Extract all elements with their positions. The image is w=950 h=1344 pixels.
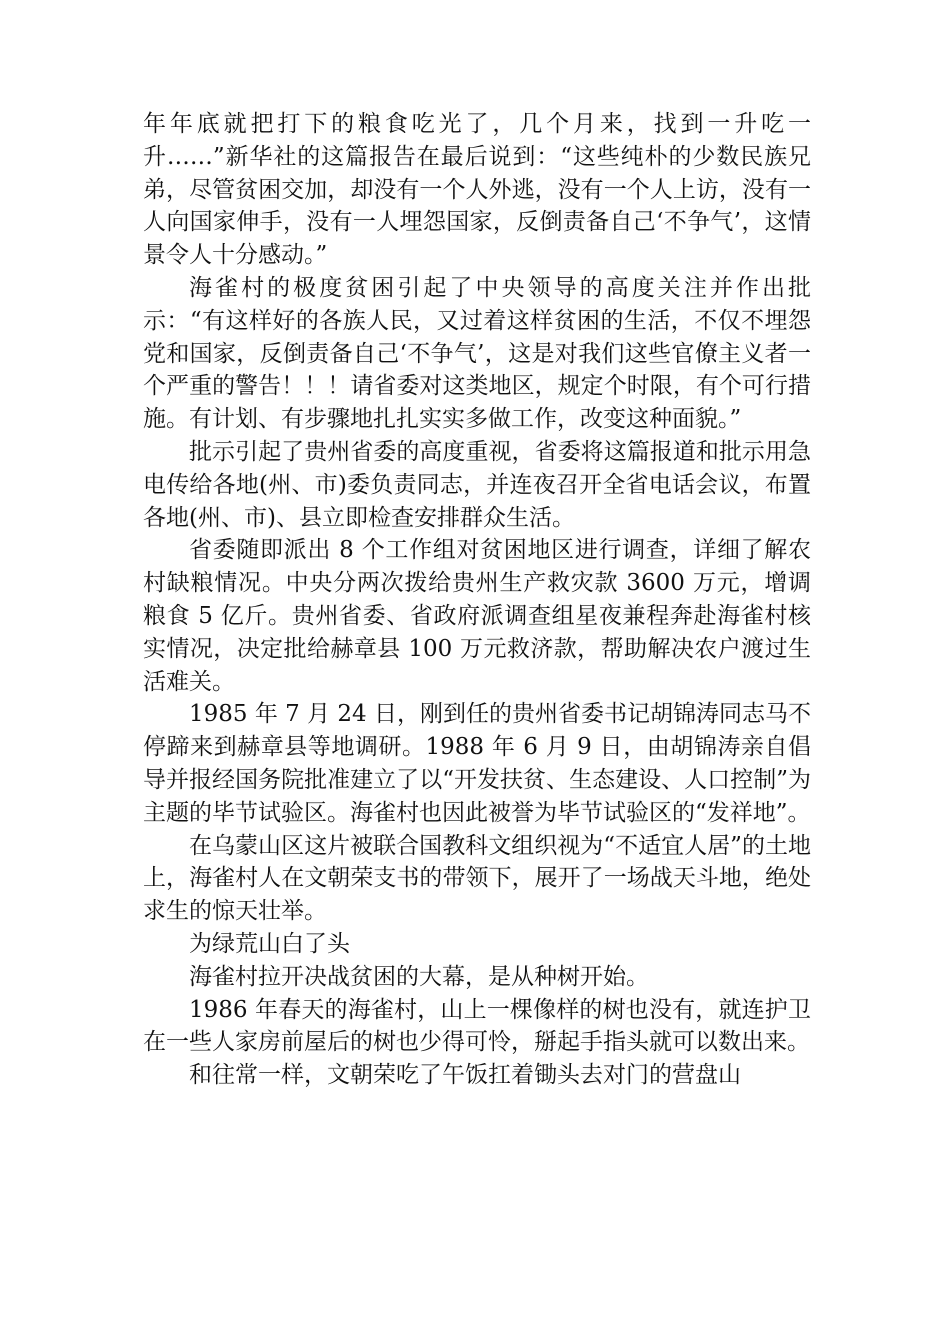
paragraph-struggle: 在乌蒙山区这片被联合国教科文组织视为“不适宜人居”的土地上，海雀村人在文朝荣支书的带领下，展开了一场战天斗地，绝处求生的惊天壮举。 <box>143 832 811 925</box>
section-heading: 为绿荒山白了头 <box>189 930 350 957</box>
paragraph-investigation: 省委随即派出 8 个工作组对贫困地区进行调查，详细了解农村缺粮情况。中央分两次拨给贵州生产救灾款 3600 万元，增调粮食 5 亿斤。贵州省委、省政府派调查组星夜兼程奔赴海雀村核实情况，决定批给赫章县 100 万元救济款，帮助解决农户渡过生活难关。 <box>143 537 811 695</box>
document-body <box>143 108 811 1092</box>
paragraph-provincial-response: 批示引起了贵州省委的高度重视，省委将这篇报道和批示用急电传给各地(州、市)委负责同志，并连夜召开全省电话会议，布置各地(州、市)、县立即检查安排群众生活。 <box>143 438 811 531</box>
paragraph-spring-1986: 1986 年春天的海雀村，山上一棵像样的树也没有，就连护卫在一些人家房前屋后的树也少得可怜，掰起手指头就可以数出来。 <box>143 996 811 1056</box>
paragraph-continuation: 年年底就把打下的粮食吃光了，几个月来，找到一升吃一升……”新华社的这篇报告在最后说到：“这些纯朴的少数民族兄弟，尽管贫困交加，却没有一个人外逃，没有一个人上访，没有一人向国家伸手，没有一人埋怨国家，反倒责备自己‘不争气’，这情景令人十分感动。” <box>143 111 811 269</box>
paragraph-experimental-zone: 1985 年 7 月 24 日，刚到任的贵州省委书记胡锦涛同志马不停蹄来到赫章县等地调研。1988 年 6 月 9 日，由胡锦涛亲自倡导并报经国务院批准建立了以“开发扶贫、生态建设、人口控制”为主题的毕节试验区。海雀村也因此被誉为毕节试验区的“发祥地”。 <box>143 701 811 826</box>
paragraph-tree-planting: 海雀村拉开决战贫困的大幕，是从种树开始。 <box>189 963 649 990</box>
paragraph-central-instruction: 海雀村的极度贫困引起了中央领导的高度关注并作出批示：“有这样好的各族人民，又过着这样贫困的生活，不仅不埋怨党和国家，反倒责备自己‘不争气’，这是对我们这些官僚主义者一个严重的警告！！！请省委对这类地区，规定个时限，有个可行措施。有计划、有步骤地扎扎实实多做工作，改变这种面貌。” <box>143 274 811 433</box>
paragraph-wen-chaorong: 和往常一样，文朝荣吃了午饭扛着锄头去对门的营盘山 <box>189 1062 741 1089</box>
